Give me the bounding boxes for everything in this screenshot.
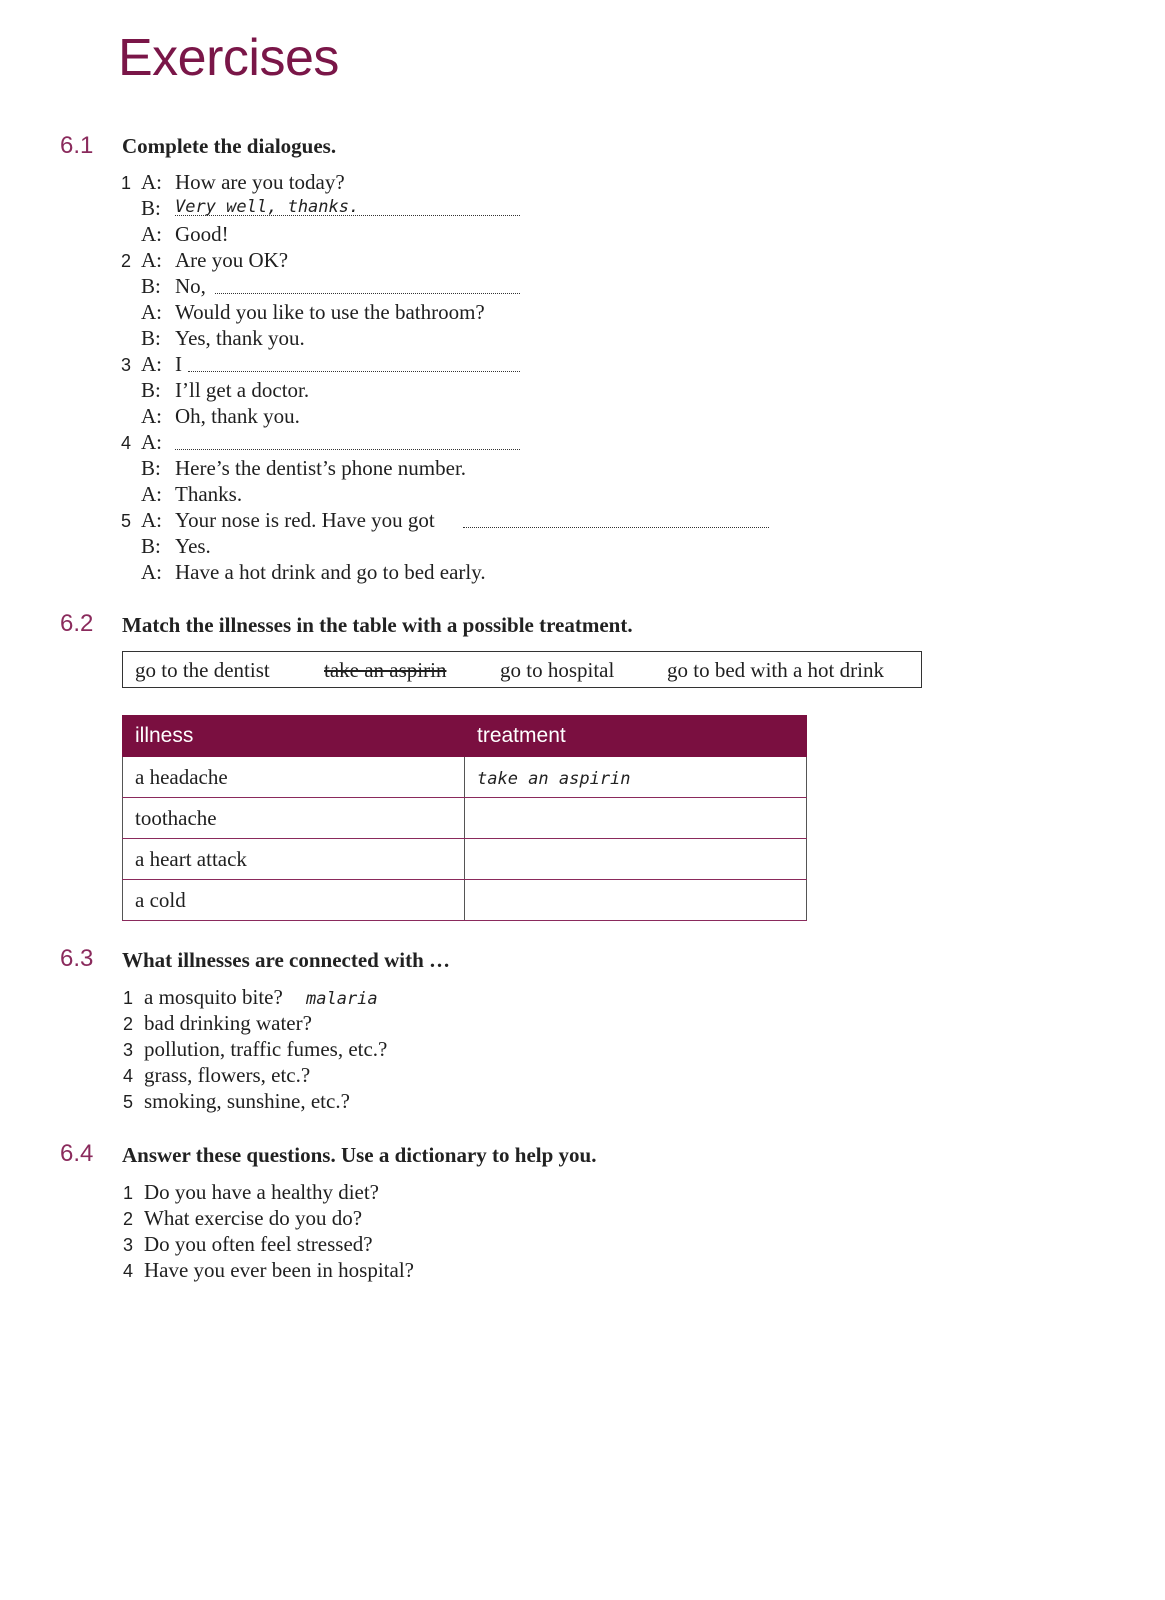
treatment-cell[interactable]: [465, 798, 807, 839]
dialogue-text: Here’s the dentist’s phone number.: [175, 456, 467, 480]
question-text: pollution, traffic fumes, etc.?: [144, 1037, 388, 1061]
exercise-number-6-4: 6.4: [60, 1140, 94, 1167]
dialogue-text: I’ll get a doctor.: [175, 378, 310, 402]
column-header: illness: [123, 716, 465, 757]
speaker-label: A:: [141, 170, 162, 194]
speaker-label: A:: [141, 404, 162, 428]
item-number: 5: [121, 511, 132, 531]
question-text: What exercise do you do?: [144, 1206, 363, 1230]
dialogue-text: Are you OK?: [175, 248, 289, 272]
speaker-label: A:: [141, 430, 162, 454]
dialogue-text: Thanks.: [175, 482, 243, 506]
treatment-cell[interactable]: [465, 757, 807, 798]
answer-blank[interactable]: [215, 273, 520, 294]
illness-cell: a headache: [123, 757, 465, 798]
dialogue-text: I: [175, 352, 182, 376]
item-number: 3: [121, 355, 132, 375]
handwritten-answer: Very well, thanks.: [175, 197, 360, 217]
question-text: Do you have a healthy diet?: [144, 1180, 379, 1204]
item-number: 1: [123, 1183, 134, 1203]
item-number: 4: [123, 1066, 134, 1086]
word-option-used: take an aspirin: [324, 658, 447, 682]
speaker-label: A:: [141, 560, 162, 584]
answer-blank[interactable]: [463, 507, 769, 528]
exercise-title-6-1: Complete the dialogues.: [122, 134, 337, 158]
table-row: [123, 757, 807, 798]
illness-cell: a heart attack: [123, 839, 465, 880]
dialogue-text: Good!: [175, 222, 229, 246]
dialogue-text: How are you today?: [175, 170, 345, 194]
word-option: go to bed with a hot drink: [667, 658, 884, 682]
illness-cell: toothache: [123, 798, 465, 839]
dialogue-text: Yes, thank you.: [175, 326, 305, 350]
exercise-title-6-3: What illnesses are connected with …: [122, 948, 451, 972]
item-number: 1: [121, 173, 132, 193]
question-text: grass, flowers, etc.?: [144, 1063, 311, 1087]
table-row: [123, 839, 807, 880]
question-text: Have you ever been in hospital?: [144, 1258, 414, 1282]
speaker-label: A:: [141, 482, 162, 506]
answer-blank[interactable]: [175, 195, 520, 222]
table-header-row: [123, 716, 807, 757]
exercise-number-6-3: 6.3: [60, 945, 94, 972]
question-text: smoking, sunshine, etc.?: [144, 1089, 350, 1113]
speaker-label: A:: [141, 300, 162, 324]
word-box: [122, 651, 922, 688]
exercise-number-6-2: 6.2: [60, 610, 94, 637]
item-number: 3: [123, 1235, 134, 1255]
speaker-label: B:: [141, 274, 161, 298]
item-number: 4: [121, 433, 132, 453]
table-row: [123, 798, 807, 839]
speaker-label: A:: [141, 222, 162, 246]
item-number: 5: [123, 1092, 134, 1112]
dialogue-text: Would you like to use the bathroom?: [175, 300, 485, 324]
handwritten-answer: malaria: [306, 989, 378, 1009]
speaker-label: B:: [141, 378, 161, 402]
speaker-label: B:: [141, 196, 161, 220]
answer-blank[interactable]: [188, 351, 520, 372]
item-number: 3: [123, 1040, 134, 1060]
dialogue-text: Your nose is red. Have you got: [175, 508, 435, 532]
speaker-label: B:: [141, 534, 161, 558]
page-title: Exercises: [118, 29, 339, 87]
treatment-cell[interactable]: [465, 839, 807, 880]
exercise-title-6-2: Match the illnesses in the table with a possible treatment.: [122, 613, 633, 637]
column-header: treatment: [465, 716, 807, 757]
treatment-cell[interactable]: [465, 880, 807, 921]
speaker-label: A:: [141, 248, 162, 272]
speaker-label: B:: [141, 326, 161, 350]
word-option: go to hospital: [500, 658, 615, 682]
question-text: Do you often feel stressed?: [144, 1232, 373, 1256]
item-number: 1: [123, 988, 134, 1008]
handwritten-answer: take an aspirin: [477, 768, 631, 789]
dialogue-text: Have a hot drink and go to bed early.: [175, 560, 486, 584]
exercise-number-6-1: 6.1: [60, 132, 94, 159]
dialogue-text: Oh, thank you.: [175, 404, 300, 428]
speaker-label: A:: [141, 352, 162, 376]
item-number: 2: [121, 251, 132, 271]
answer-blank[interactable]: [175, 429, 520, 450]
question-text: a mosquito bite?: [144, 985, 283, 1009]
item-number: 2: [123, 1209, 134, 1229]
illness-cell: a cold: [123, 880, 465, 921]
speaker-label: A:: [141, 508, 162, 532]
item-number: 4: [123, 1261, 134, 1281]
word-option: go to the dentist: [135, 658, 270, 682]
item-number: 2: [123, 1014, 134, 1034]
dialogue-text: No,: [175, 274, 206, 298]
table-row: [123, 880, 807, 921]
dialogue-text: Yes.: [175, 534, 211, 558]
illness-table: [122, 715, 807, 921]
exercise-title-6-4: Answer these questions. Use a dictionary to help you.: [122, 1143, 597, 1167]
speaker-label: B:: [141, 456, 161, 480]
question-text: bad drinking water?: [144, 1011, 312, 1035]
